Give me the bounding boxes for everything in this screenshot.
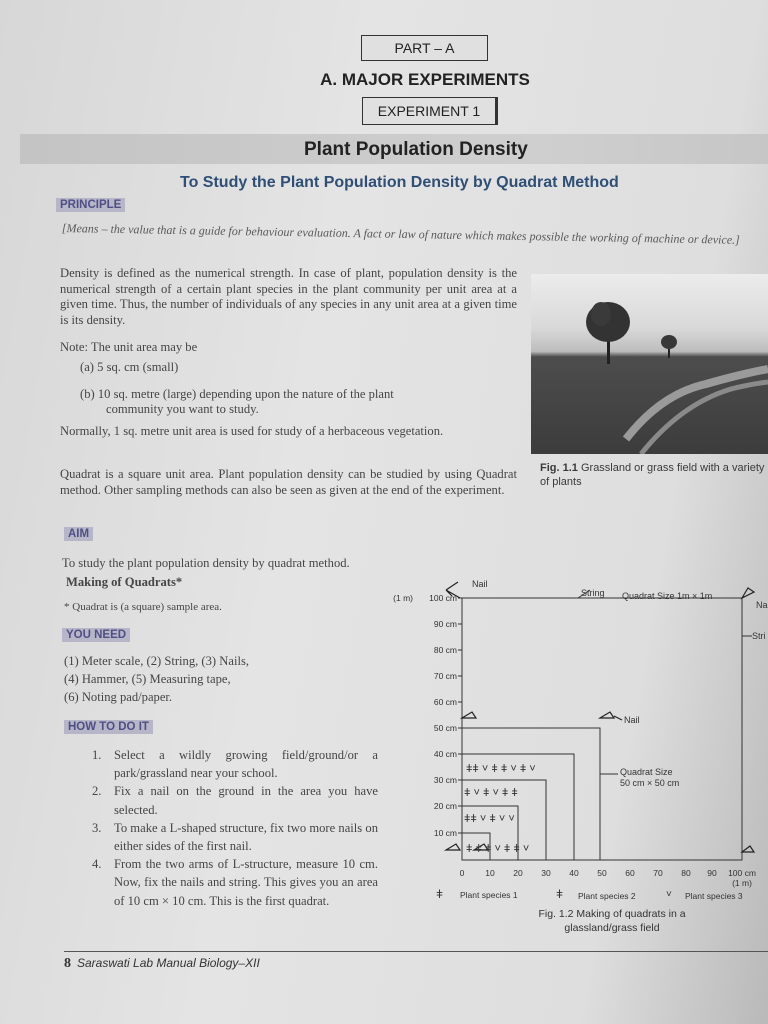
step-text: From the two arms of L-structure, measure 10 cm. Now, fix the nails and string. This gives you an area of 10 cm × 10 cm. This is the first quadrat. xyxy=(114,857,378,908)
step-text: Select a wildly growing field/ground/or a park/grassland near your school. xyxy=(114,748,378,781)
quadrat-paragraph: Quadrat is a square unit area. Plant population density can be studied by using Quadrat method. Other sampling methods can also be seen as given at the end of the experiment. xyxy=(60,467,517,497)
page-number: 8 xyxy=(64,956,71,971)
fig1-caption-text: Grassland or grass field with a variety of plants xyxy=(540,462,765,488)
svg-text:ǂ: ǂ xyxy=(556,887,564,901)
svg-text:˅: ˅ xyxy=(666,889,672,900)
principle-heading: PRINCIPLE xyxy=(56,198,125,212)
making-quadrats-heading: Making of Quadrats* xyxy=(66,575,183,589)
page-subtitle: To Study the Plant Population Density by Quadrat Method xyxy=(180,174,619,191)
x-tick-80: 80 xyxy=(681,868,691,878)
aim-text: To study the plant population density by quadrat method. xyxy=(62,556,350,570)
string-label: String xyxy=(581,588,605,598)
y-tick-80: 80 cm xyxy=(433,645,457,655)
you-need-line-2: (4) Hammer, (5) Measuring tape, xyxy=(64,672,231,686)
step-text: To make a L-shaped structure, fix two more nails on either sides of the first nail. xyxy=(114,820,378,854)
part-label: PART – A xyxy=(361,35,488,61)
svg-text:ǂ ǂ ǂ ˅ ǂ ǂ ˅: ǂ ǂ ǂ ˅ ǂ ǂ ˅ xyxy=(466,843,530,855)
you-need-line-1: (1) Meter scale, (2) String, (3) Nails, xyxy=(64,654,250,668)
x-tick-30: 30 xyxy=(541,868,551,878)
you-need-line-3: (6) Noting pad/paper. xyxy=(64,690,173,704)
step-number: 4. xyxy=(92,857,102,872)
how-to-heading: HOW TO DO IT xyxy=(64,720,153,734)
x-tick-50: 50 xyxy=(597,868,607,878)
legend-species-1: Plant species 1 xyxy=(460,890,518,900)
legend-species-3: Plant species 3 xyxy=(685,891,743,901)
y-tick-70: 70 cm xyxy=(433,671,457,681)
x-tick-100: 100 cm xyxy=(728,868,756,878)
nail-label-top: Nail xyxy=(472,579,488,589)
string-label-right: Stri xyxy=(752,631,766,641)
footer-rule xyxy=(64,951,768,952)
experiment-label: EXPERIMENT 1 xyxy=(362,97,498,125)
footer xyxy=(64,956,260,972)
svg-text:ǂ: ǂ xyxy=(436,887,444,901)
section-heading: A. MAJOR EXPERIMENTS xyxy=(320,70,530,89)
x-tick-0: 0 xyxy=(459,868,465,878)
quadrat-size-label: Quadrat Size 1m × 1m xyxy=(622,591,713,601)
x-tick-1m: (1 m) xyxy=(732,878,752,888)
you-need-heading: YOU NEED xyxy=(62,628,130,642)
note-item-b-cont: community you want to study. xyxy=(106,402,259,416)
nail-label-mid: Nail xyxy=(624,715,640,725)
principle-note: [Means – the value that is a guide for behaviour evaluation. A fact or law of nature which makes possible the working of machine or device.] xyxy=(61,220,740,247)
quadrat-footnote: * Quadrat is (a square) sample area. xyxy=(64,601,222,613)
page-title: Plant Population Density xyxy=(304,139,528,160)
fig2-caption-1: Fig. 1.2 Making of quadrats in a xyxy=(538,908,686,920)
y-tick-100: 100 cm xyxy=(429,593,457,603)
x-tick-40: 40 xyxy=(569,868,579,878)
small-quadrat-size: 50 cm × 50 cm xyxy=(620,778,680,788)
step-number: 3. xyxy=(92,820,102,835)
svg-text:ǂǂ ˅ ǂ ˅ ˅: ǂǂ ˅ ǂ ˅ ˅ xyxy=(464,813,515,825)
x-tick-60: 60 xyxy=(625,868,635,878)
herbaceous-paragraph: Normally, 1 sq. metre unit area is used for study of a herbaceous vegetation. xyxy=(60,424,444,438)
fig2-caption-2: glassland/grass field xyxy=(564,922,660,934)
small-quadrat-label: Quadrat Size xyxy=(620,767,673,777)
aim-heading: AIM xyxy=(64,527,93,541)
y-tick-20: 20 cm xyxy=(433,801,457,811)
y-tick-90: 90 cm xyxy=(433,619,457,629)
note-label: Note: The unit area may be xyxy=(60,340,198,354)
x-tick-20: 20 xyxy=(513,868,523,878)
y-tick-50: 50 cm xyxy=(433,723,457,733)
y-tick-1m: (1 m) xyxy=(393,593,413,603)
y-tick-10: 10 cm xyxy=(433,828,457,838)
x-tick-10: 10 xyxy=(485,868,495,878)
note-item-b: (b) 10 sq. metre (large) depending upon the nature of the plant xyxy=(80,387,394,401)
y-tick-40: 40 cm xyxy=(433,749,457,759)
note-item-a: (a) 5 sq. cm (small) xyxy=(80,360,179,374)
density-paragraph: Density is defined as the numerical strength. In case of plant, population density is the numerical strength of a certain plant species in the plant community per unit area at a given time. Thus, the number of individuals of any species in any unit area at a given time is its density. xyxy=(60,266,517,327)
svg-text:ǂǂ ˅ ǂ ǂ ˅ ǂ ˅: ǂǂ ˅ ǂ ǂ ˅ ǂ ˅ xyxy=(466,763,536,775)
step-number: 1. xyxy=(92,748,102,762)
y-tick-60: 60 cm xyxy=(433,697,457,707)
legend-species-2: Plant species 2 xyxy=(578,891,636,901)
book-title: Saraswati Lab Manual Biology–XII xyxy=(77,956,260,970)
step-number: 2. xyxy=(92,784,102,799)
nail-label-right: Na xyxy=(756,600,768,610)
x-tick-90: 90 xyxy=(707,868,717,878)
x-tick-70: 70 xyxy=(653,868,663,878)
y-tick-30: 30 cm xyxy=(433,775,457,785)
step-text: Fix a nail on the ground in the area you have selected. xyxy=(114,784,378,817)
svg-text:ǂ ˅ ǂ ˅ ǂ ǂ: ǂ ˅ ǂ ˅ ǂ ǂ xyxy=(464,787,518,799)
fig1-caption-label: Fig. 1.1 xyxy=(540,462,578,474)
